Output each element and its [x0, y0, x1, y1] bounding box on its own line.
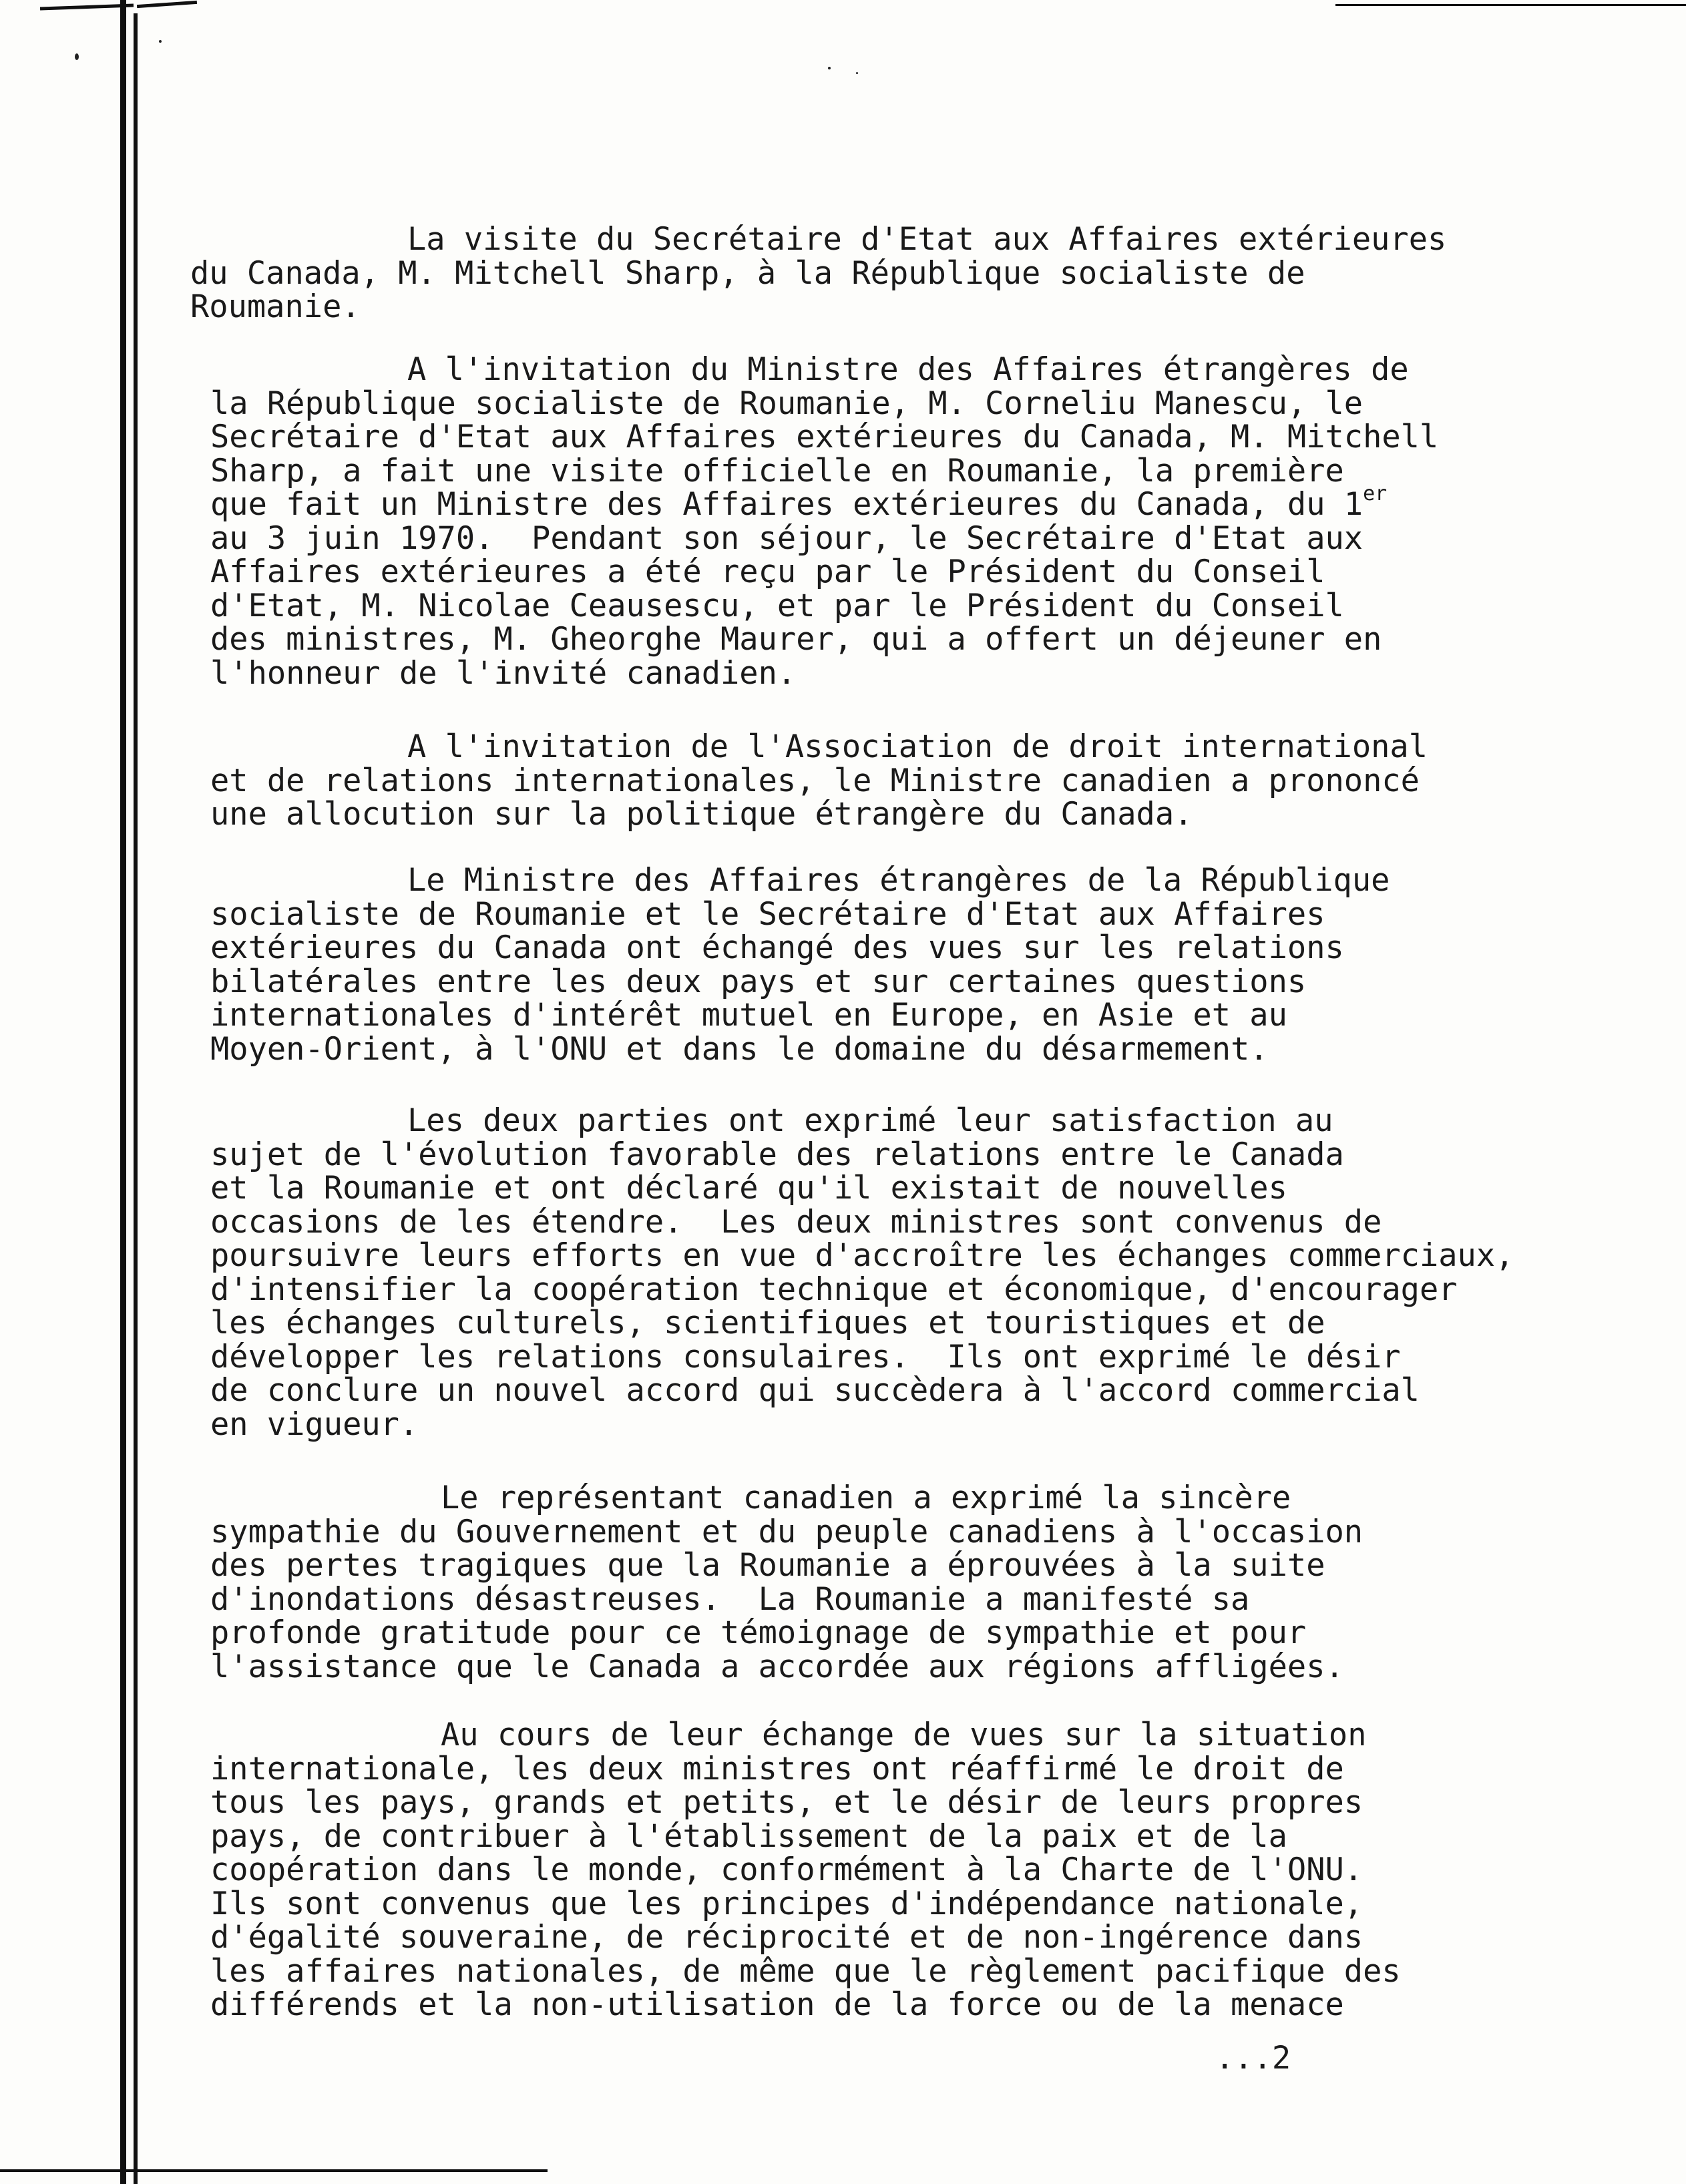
- paragraph-line: Moyen-Orient, à l'ONU et dans le domaine du désarmement.: [210, 1030, 1269, 1068]
- paragraph-line: internationales d'intérêt mutuel en Europe, en Asie et au: [210, 997, 1287, 1034]
- binder-edge-top-curve: [137, 1, 197, 8]
- paragraph-line: internationale, les deux ministres ont réaffirmé le droit de: [210, 1750, 1344, 1787]
- paragraph-line: sympathie du Gouvernement et du peuple canadiens à l'occasion: [210, 1513, 1363, 1550]
- paragraph-line: profonde gratitude pour ce témoignage de sympathie et pour: [210, 1614, 1307, 1651]
- paragraph-line: d'égalité souveraine, de réciprocité et de non-ingérence dans: [210, 1919, 1363, 1956]
- page-number: ...2: [1215, 2040, 1291, 2077]
- paragraph-line: Le Ministre des Affaires étrangères de la République: [407, 862, 1390, 899]
- paragraph-line: d'Etat, M. Nicolae Ceausescu, et par le Président du Conseil: [210, 587, 1344, 624]
- paragraph-line: socialiste de Roumanie et le Secrétaire d'Etat aux Affaires: [210, 895, 1325, 933]
- scan-speck: [828, 67, 831, 69]
- title-line: Roumanie.: [190, 288, 361, 325]
- paragraph-line: des pertes tragiques que la Roumanie a éprouvées à la suite: [210, 1547, 1325, 1584]
- title-line: du Canada, M. Mitchell Sharp, à la République socialiste de: [190, 254, 1305, 292]
- paragraph-line: les échanges culturels, scientifiques et touristiques et de: [210, 1305, 1325, 1341]
- paragraph-line: A l'invitation de l'Association de droit international: [407, 728, 1428, 765]
- paragraph-line: bilatérales entre les deux pays et sur certaines questions: [210, 963, 1307, 1000]
- paragraph-line: d'inondations désastreuses. La Roumanie a manifesté sa: [210, 1580, 1250, 1618]
- paragraph-line: coopération dans le monde, conformément à la Charte de l'ONU.: [210, 1851, 1363, 1888]
- binder-edge-line-inner: [134, 13, 138, 2184]
- paragraph-line: Secrétaire d'Etat aux Affaires extérieures du Canada, M. Mitchell: [210, 419, 1439, 455]
- paragraph-line: sujet de l'évolution favorable des relations entre le Canada: [210, 1136, 1344, 1173]
- paragraph-line: que fait un Ministre des Affaires extérieures du Canada, du 1er: [210, 482, 1388, 523]
- paragraph-line: développer les relations consulaires. Ils ont exprimé le désir: [210, 1338, 1401, 1375]
- paragraph-line: l'honneur de l'invité canadien.: [210, 654, 797, 692]
- ordinal-superscript: er: [1363, 482, 1388, 505]
- page-edge-bottom-left: [0, 2169, 548, 2172]
- paragraph-line: différends et la non-utilisation de la force ou de la menace: [210, 1986, 1344, 2023]
- paragraph-line: occasions de les étendre. Les deux ministres sont convenus de: [210, 1203, 1382, 1241]
- binder-edge-line: [120, 0, 126, 2184]
- paragraph-line: Affaires extérieures a été reçu par le Président du Conseil: [210, 554, 1325, 590]
- paragraph-line: une allocution sur la politique étrangère du Canada.: [210, 796, 1193, 833]
- scan-speck: [856, 72, 858, 74]
- paragraph-line: Les deux parties ont exprimé leur satisfaction au: [407, 1102, 1333, 1139]
- paragraph-line: la République socialiste de Roumanie, M. Corneliu Manescu, le: [210, 385, 1363, 422]
- paragraph-line: extérieures du Canada ont échangé des vues sur les relations: [210, 929, 1344, 966]
- paragraph-line: l'assistance que le Canada a accordée aux régions affligées.: [210, 1648, 1344, 1685]
- paragraph-line: d'intensifier la coopération technique et économique, d'encourager: [210, 1271, 1458, 1308]
- title-line: La visite du Secrétaire d'Etat aux Affaires extérieures: [407, 221, 1447, 258]
- paragraph-line: A l'invitation du Ministre des Affaires étrangères de: [407, 351, 1409, 388]
- paragraph-line: Ils sont convenus que les principes d'indépendance nationale,: [210, 1885, 1363, 1922]
- paragraph-line: Sharp, a fait une visite officielle en Roumanie, la première: [210, 452, 1344, 489]
- paragraph-line: de conclure un nouvel accord qui succèdera à l'accord commercial: [210, 1372, 1420, 1409]
- paragraph-line: Le représentant canadien a exprimé la sincère: [441, 1480, 1291, 1516]
- paragraph-line: des ministres, M. Gheorghe Maurer, qui a offert un déjeuner en: [210, 621, 1382, 658]
- paragraph-line: en vigueur.: [210, 1405, 419, 1443]
- paragraph-line: et la Roumanie et ont déclaré qu'il existait de nouvelles: [210, 1170, 1287, 1207]
- paragraph-line: Au cours de leur échange de vues sur la situation: [441, 1717, 1367, 1753]
- paragraph-line: les affaires nationales, de même que le règlement pacifique des: [210, 1952, 1401, 1990]
- scan-speck: [75, 53, 79, 60]
- paragraph-line: pays, de contribuer à l'établissement de la paix et de la: [210, 1817, 1287, 1855]
- paragraph-line: tous les pays, grands et petits, et le désir de leurs propres: [210, 1784, 1363, 1821]
- scan-speck: [159, 40, 162, 43]
- paragraph-line: et de relations internationales, le Ministre canadien a prononcé: [210, 762, 1420, 799]
- paragraph-line: poursuivre leurs efforts en vue d'accroître les échanges commerciaux,: [210, 1237, 1514, 1274]
- paragraph-line: au 3 juin 1970. Pendant son séjour, le Secrétaire d'Etat aux: [210, 519, 1363, 557]
- page-edge-top-right: [1335, 4, 1686, 6]
